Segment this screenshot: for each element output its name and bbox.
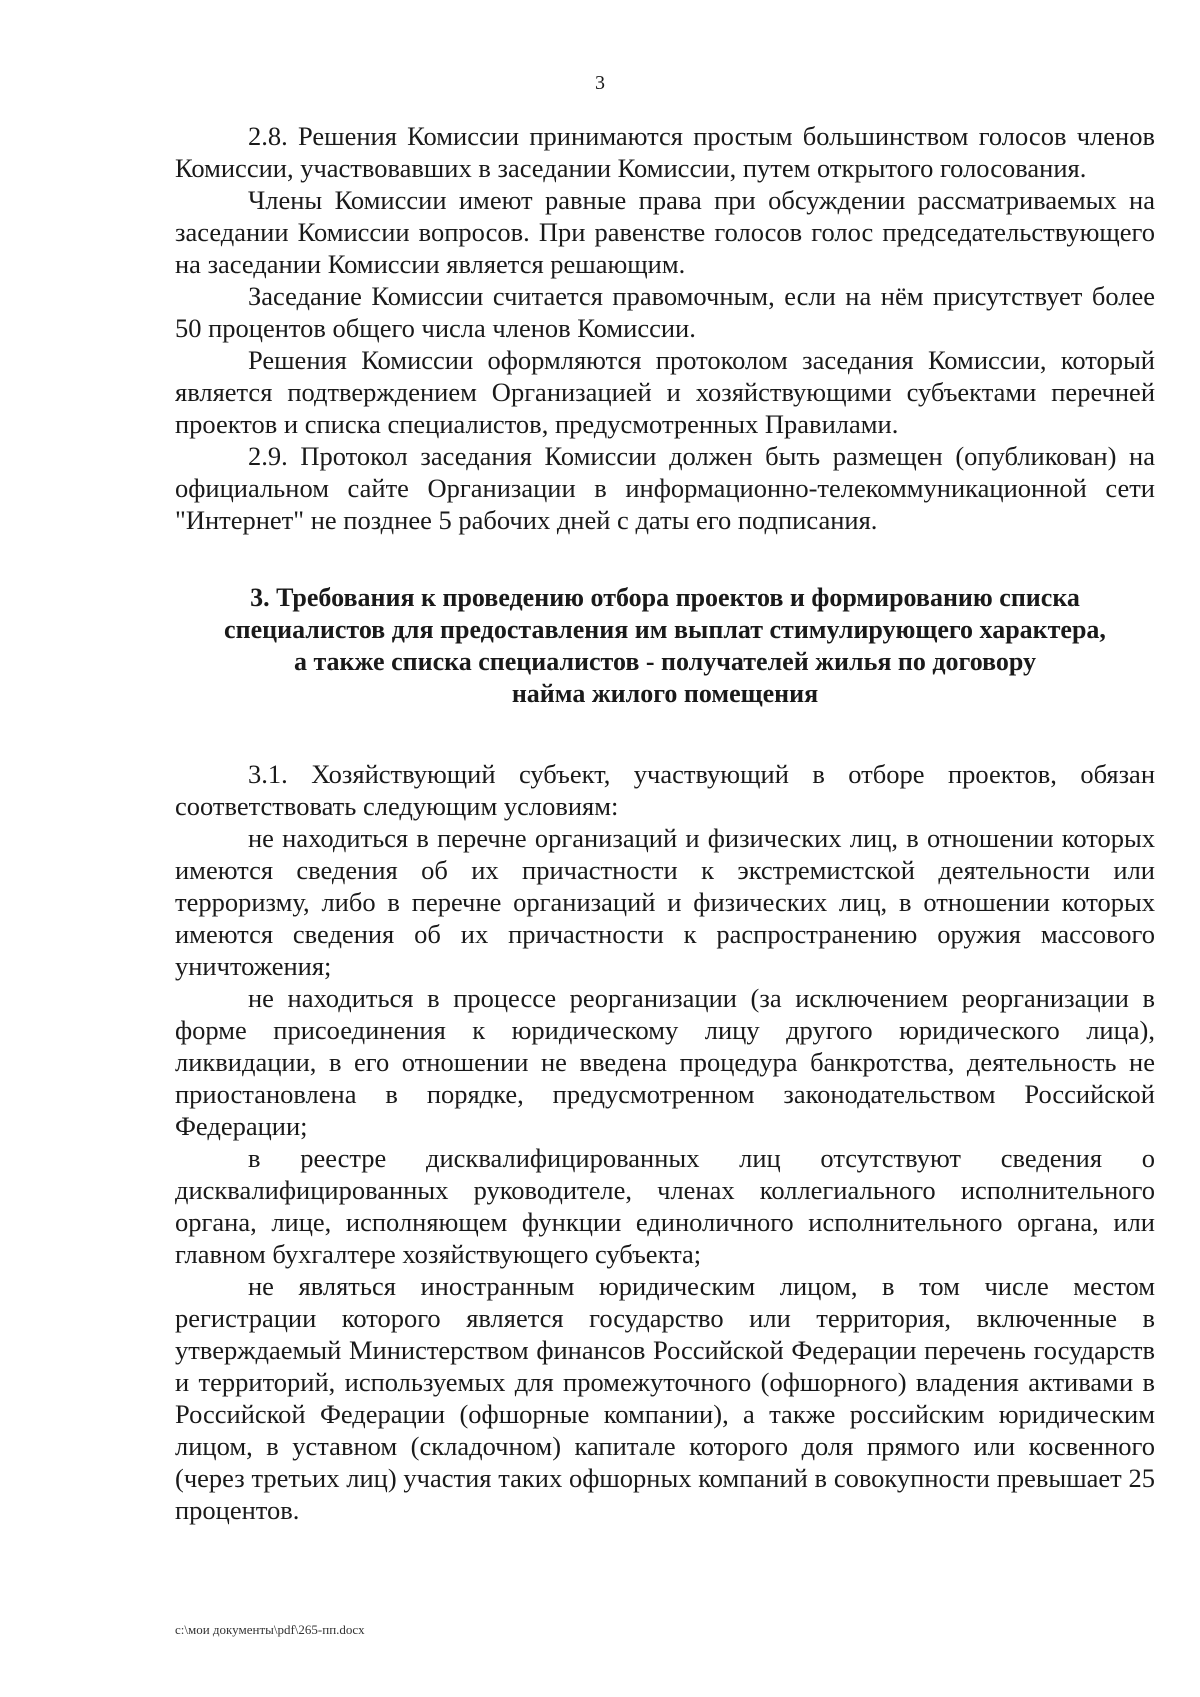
paragraph-3-1: 3.1. Хозяйствующий субъект, участвующий в отборе проектов, обязан соответствовать следующим условиям:: [175, 759, 1155, 821]
page-number: 3: [595, 72, 605, 94]
paragraph-2-8: 2.8. Решения Комиссии принимаются простым большинством голосов членов Комиссии, участвовавших в заседании Комиссии, путем открытого голосования.: [175, 121, 1155, 183]
paragraph-quorum: Заседание Комиссии считается правомочным, если на нём присутствует более 50 процентов общего числа членов Комиссии.: [175, 281, 1155, 343]
condition-extremism-list: не находиться в перечне организаций и физических лиц, в отношении которых имеются сведения об их причастности к экстремистской деятельности или терроризму, либо в перечне организаций и физических лиц, в отношении которых имеются сведения об их причастности к распространению оружия массового уничтожения;: [175, 823, 1155, 981]
heading-line: а также списка специалистов - получателей жилья по договору: [293, 647, 1037, 676]
heading-line: специалистов для предоставления им выплат стимулирующего характера,: [224, 615, 1106, 644]
heading-line: 3. Требования к проведению отбора проектов и формированию списка: [250, 583, 1080, 612]
condition-disqualified-registry: в реестре дисквалифицированных лиц отсутствуют сведения о дисквалифицированных руководителе, членах коллегиального исполнительного органа, лице, исполняющем функции единоличного исполнительного органа, или главном бухгалтере хозяйствующего субъекта;: [175, 1143, 1155, 1269]
document-body: [175, 120, 1155, 1526]
footer-file-path: c:\мои документы\pdf\265-пп.docx: [175, 1622, 365, 1637]
paragraph-protocol-decisions: Решения Комиссии оформляются протоколом заседания Комиссии, который является подтверждением Организацией и хозяйствующими субъектами перечней проектов и списка специалистов, предусмотренных Правилами.: [175, 345, 1155, 439]
condition-offshore: не являться иностранным юридическим лицом, в том числе местом регистрации которого является государство или территория, включенные в утверждаемый Министерством финансов Российской Федерации перечень государств и территорий, используемых для промежуточного (офшорного) владения активами в Российской Федерации (офшорные компании), а также российским юридическим лицом, в уставном (складочном) капитале которого доля прямого или косвенного (через третьих лиц) участия таких офшорных компаний в совокупности превышает 25 процентов.: [175, 1271, 1155, 1525]
paragraph-equal-rights: Члены Комиссии имеют равные права при обсуждении рассматриваемых на заседании Комиссии вопросов. При равенстве голосов голос председательствующего на заседании Комиссии является решающим.: [175, 185, 1155, 279]
condition-reorganization: не находиться в процессе реорганизации (за исключением реорганизации в форме присоединения к юридическому лицу другого юридического лица), ликвидации, в его отношении не введена процедура банкротства, деятельность не приостановлена в порядке, предусмотренном законодательством Российской Федерации;: [175, 983, 1155, 1141]
section-3-heading: [175, 582, 1155, 710]
paragraph-2-9: 2.9. Протокол заседания Комиссии должен быть размещен (опубликован) на официальном сайте Организации в информационно-телекоммуникационной сети "Интернет" не позднее 5 рабочих дней с даты его подписания.: [175, 441, 1155, 535]
heading-line: найма жилого помещения: [511, 679, 819, 708]
